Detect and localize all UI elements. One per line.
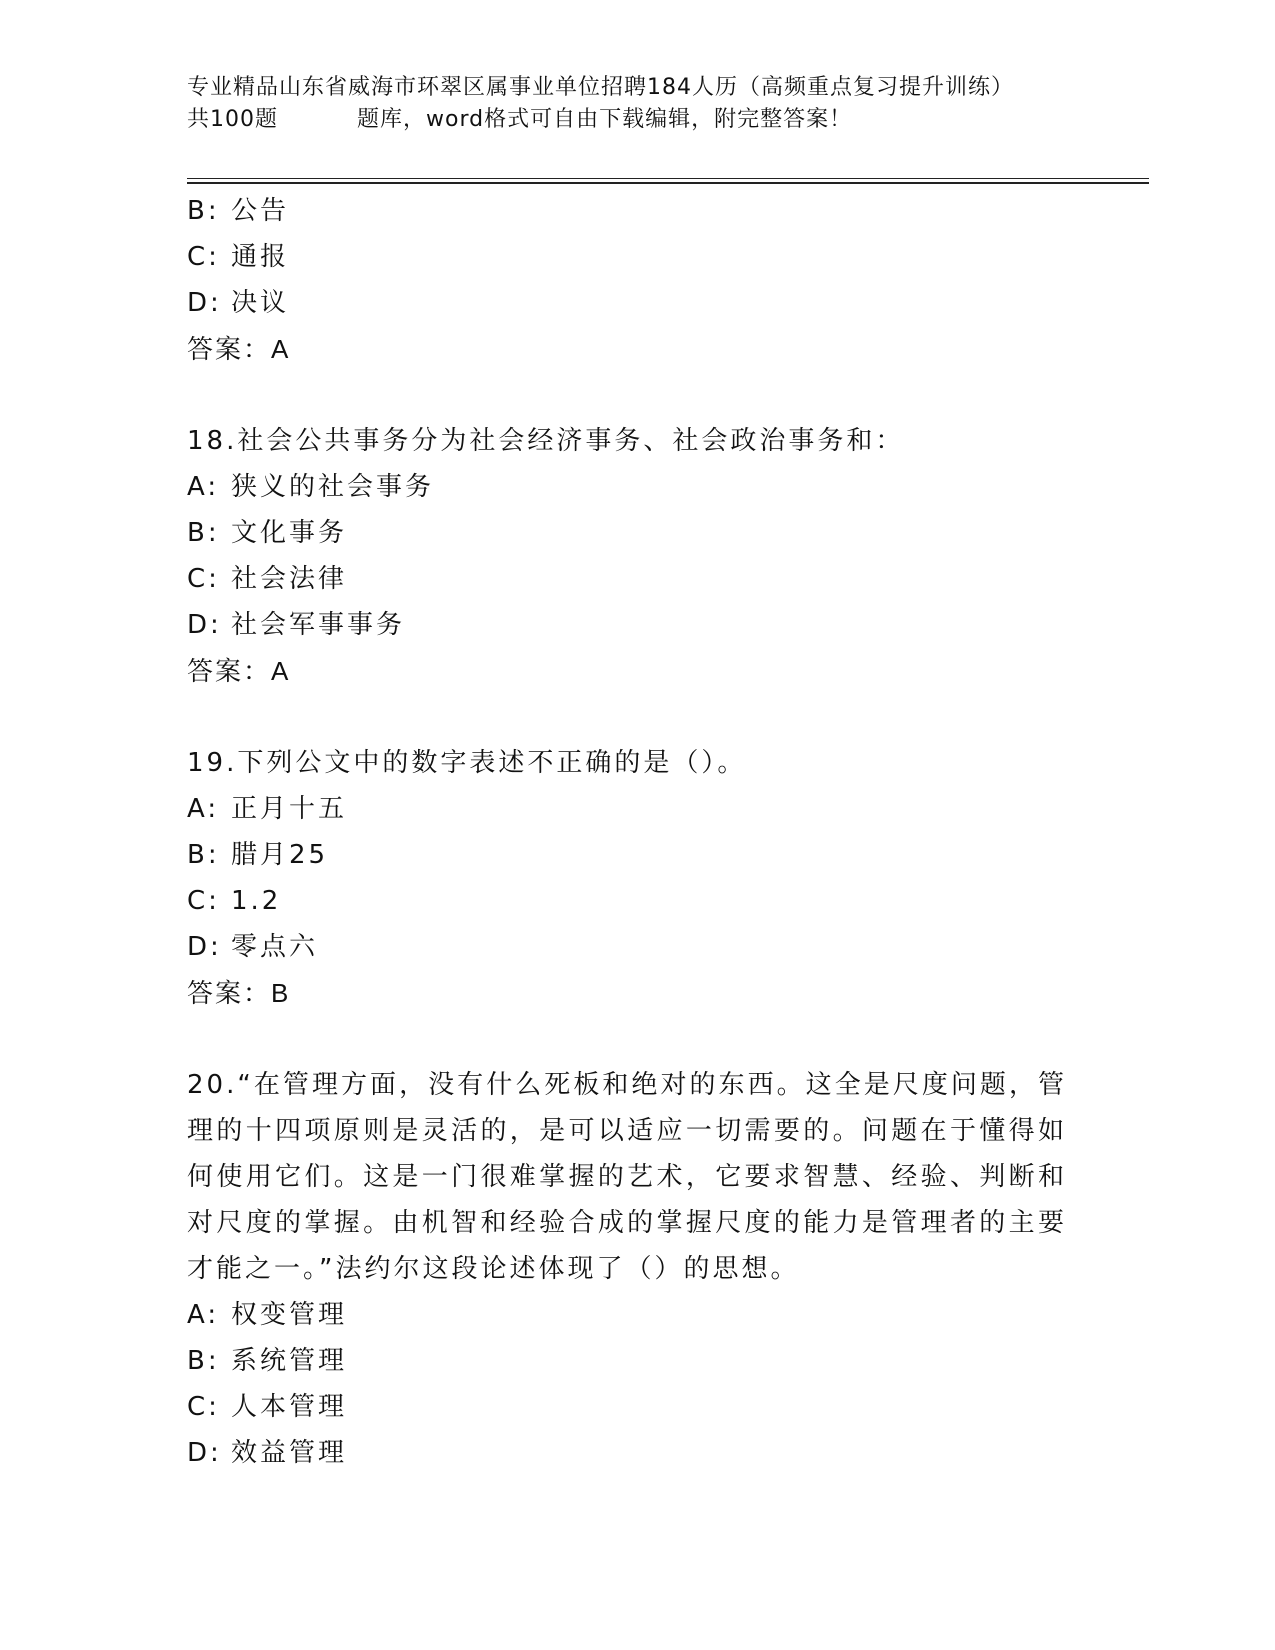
option-b: B: 文化事务 (187, 518, 348, 548)
option-d: D: 社会军事事务 (187, 610, 406, 640)
answer: 答案：B (187, 978, 291, 1008)
question-19 (187, 740, 1087, 1016)
question-text: 18.社会公共事务分为社会经济事务、社会政治事务和： (187, 426, 905, 456)
option-a: A: 权变管理 (187, 1300, 348, 1330)
document-header (187, 72, 1087, 136)
option-a: A: 狭义的社会事务 (187, 472, 435, 502)
question-text: 20.“在管理方面，没有什么死板和绝对的东西。这全是尺度问题，管理的十四项原则是灵活的，是可以适应一切需要的。问题在于懂得如何使用它们。这是一门很难掌握的艺术，它要求智慧、经验、判断和对尺度的掌握。由机智和经验合成的掌握尺度的能力是管理者的主要才能之一。”法约尔这段论述体现了（）的思想。 (187, 1070, 1067, 1284)
option-d: D: 决议 (187, 288, 290, 318)
answer: 答案：A (187, 656, 291, 686)
option-b: B: 腊月25 (187, 840, 329, 870)
option-a: A: 正月十五 (187, 794, 348, 824)
question-count: 共100题 (187, 107, 278, 132)
question-text: 19.下列公文中的数字表述不正确的是（）。 (187, 748, 747, 778)
question-list (187, 188, 1087, 1476)
header-subtitle: 题库，word格式可自由下载编辑，附完整答案！ (357, 107, 853, 132)
option-b: B: 公告 (187, 196, 290, 226)
header-subtitle-line (187, 104, 1087, 136)
header-divider (187, 178, 1149, 179)
option-c: C: 通报 (187, 242, 290, 272)
option-b: B: 系统管理 (187, 1346, 348, 1376)
option-d: D: 零点六 (187, 932, 319, 962)
option-c: C: 1.2 (187, 886, 282, 916)
question-20 (187, 1062, 1087, 1476)
answer: 答案：A (187, 334, 291, 364)
option-c: C: 社会法律 (187, 564, 348, 594)
option-d: D: 效益管理 (187, 1438, 348, 1468)
header-title: 专业精品山东省威海市环翠区属事业单位招聘184人历（高频重点复习提升训练） (187, 75, 1014, 100)
header-divider-thick (187, 182, 1149, 184)
question-17-partial (187, 188, 1087, 372)
question-18 (187, 418, 1087, 694)
option-c: C: 人本管理 (187, 1392, 348, 1422)
